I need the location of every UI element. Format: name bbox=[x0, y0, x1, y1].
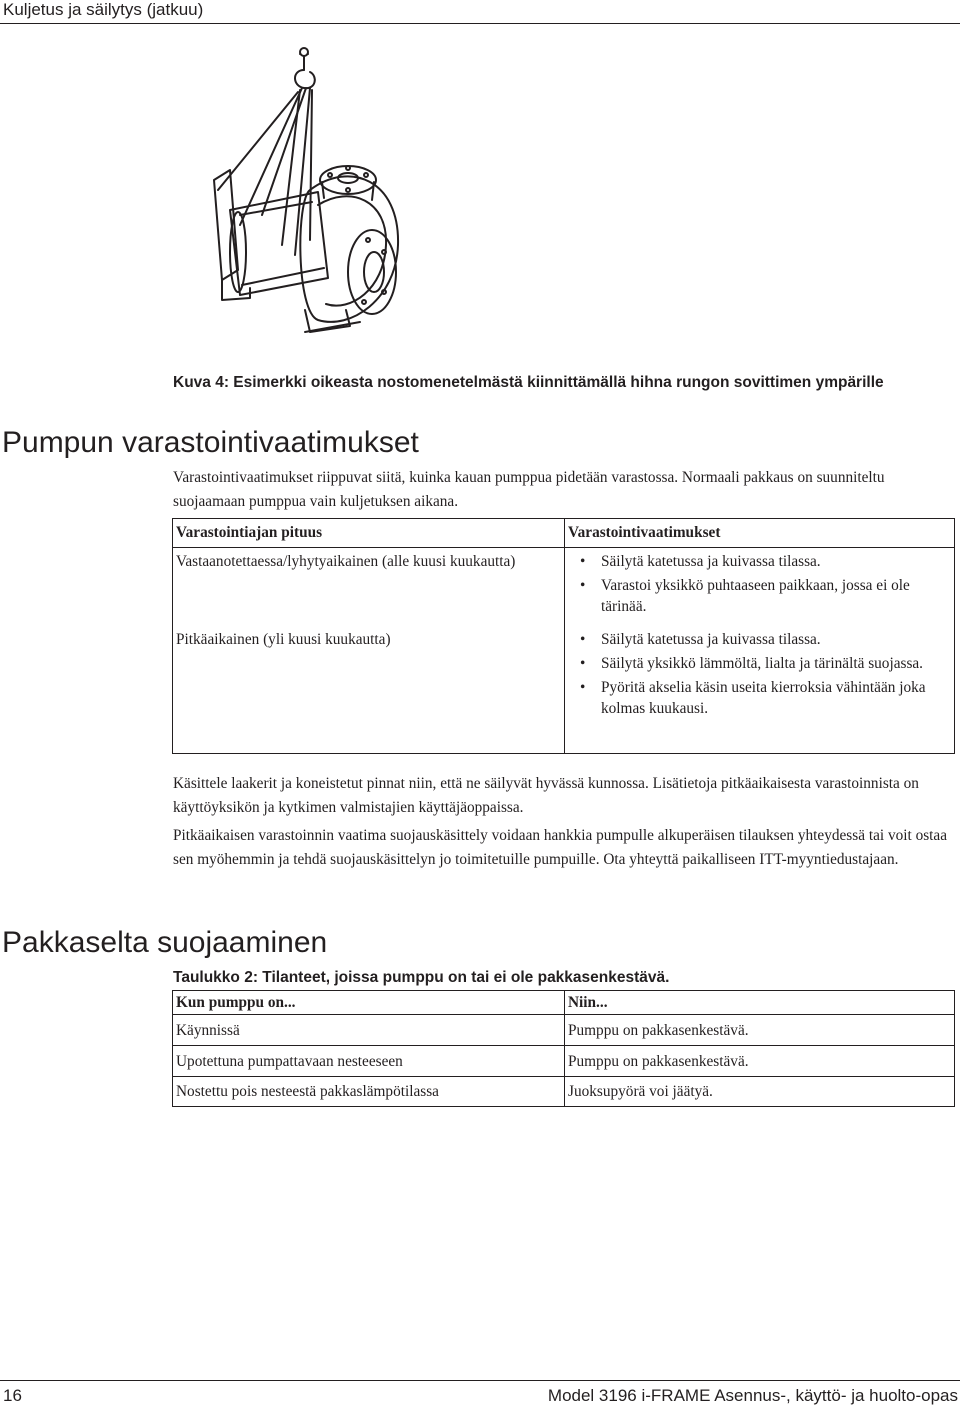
list-item: • Säilytä katetussa ja kuivassa tilassa. bbox=[577, 551, 947, 572]
freeze-protection-heading: Pakkaselta suojaaminen bbox=[2, 926, 328, 959]
protective-treatment-paragraph: Pitkäaikaisen varastoinnin vaatima suojauskäsittely voidaan hankkia pumpulle alkuperäisen tilauksen yhteydessä tai voit ostaa sen myöhemmin ja tehdä suojauskäsittelyn jo toimitetuille pumpuille. Ota yhteyttä paikalliseen ITT-myyntiedustajaan. bbox=[173, 827, 947, 868]
table-header-divider bbox=[173, 547, 954, 548]
list-item: • Säilytä katetussa ja kuivassa tilassa. bbox=[577, 629, 947, 650]
table-row-divider bbox=[173, 1014, 954, 1015]
header-rule bbox=[0, 23, 960, 24]
table-cell-condition: Upotettuna pumpattavaan nesteeseen bbox=[176, 1053, 403, 1070]
list-item: • Varastoi yksikkö puhtaaseen paikkaan, jossa ei ole tärinää. bbox=[577, 575, 947, 617]
table-cell-long-term-period: Pitkäaikainen (yli kuusi kuukautta) bbox=[176, 631, 391, 648]
running-header: Kuljetus ja säilytys (jatkuu) bbox=[3, 0, 204, 19]
storage-requirements-table bbox=[172, 518, 955, 754]
table-row-divider bbox=[173, 1045, 954, 1046]
freeze-protection-table bbox=[172, 990, 955, 1107]
table-cell-result: Pumppu on pakkasenkestävä. bbox=[568, 1053, 749, 1070]
footer-rule bbox=[0, 1380, 960, 1381]
table-header-condition: Kun pumppu on... bbox=[176, 994, 296, 1011]
freeze-table-caption: Taulukko 2: Tilanteet, joissa pumppu on tai ei ole pakkasenkestävä. bbox=[173, 969, 670, 986]
table-column-divider bbox=[564, 991, 565, 1106]
table-cell-condition: Käynnissä bbox=[176, 1022, 240, 1039]
list-item: • Pyöritä akselia käsin useita kierroksia vähintään joka kolmas kuukausi. bbox=[577, 677, 947, 719]
manual-title: Model 3196 i-FRAME Asennus-, käyttö- ja huolto-opas bbox=[547, 1386, 958, 1405]
short-term-requirements-list bbox=[577, 551, 947, 620]
page-number: 16 bbox=[3, 1386, 22, 1405]
long-term-requirements-list bbox=[577, 629, 947, 722]
storage-intro-paragraph: Varastointivaatimukset riippuvat siitä, kuinka kauan pumppua pidetään varastossa. Normaali pakkaus on suunniteltu suojaamaan pumppua vain kuljetuksen aikana. bbox=[173, 469, 885, 510]
table-cell-result: Pumppu on pakkasenkestävä. bbox=[568, 1022, 749, 1039]
table-row-divider bbox=[173, 1076, 954, 1077]
table-cell-condition: Nostettu pois nesteestä pakkaslämpötilassa bbox=[176, 1083, 439, 1100]
figure-caption: Kuva 4: Esimerkki oikeasta nostomenetelmästä kiinnittämällä hihna rungon sovittimen ympärille bbox=[173, 374, 884, 391]
bearing-handling-paragraph: Käsittele laakerit ja koneistetut pinnat niin, että ne säilyvät hyvässä kunnossa. Lisätietoja pitkäaikaisesta varastoinnista on käyttöyksikön ja kytkimen valmistajien käyttäjäoppaissa. bbox=[173, 775, 919, 816]
table-header-storage-requirements: Varastointivaatimukset bbox=[568, 524, 721, 541]
storage-requirements-heading: Pumpun varastointivaatimukset bbox=[2, 426, 419, 459]
table-header-result: Niin... bbox=[568, 994, 608, 1011]
pump-lifting-illustration bbox=[200, 40, 440, 350]
table-cell-result: Juoksupyörä voi jäätyä. bbox=[568, 1083, 713, 1100]
table-cell-short-term-period: Vastaanotettaessa/lyhytyaikainen (alle kuusi kuukautta) bbox=[176, 553, 516, 570]
table-header-storage-period: Varastointiajan pituus bbox=[176, 524, 323, 541]
table-column-divider bbox=[564, 519, 565, 753]
list-item: • Säilytä yksikkö lämmöltä, lialta ja tärinältä suojassa. bbox=[577, 653, 947, 674]
